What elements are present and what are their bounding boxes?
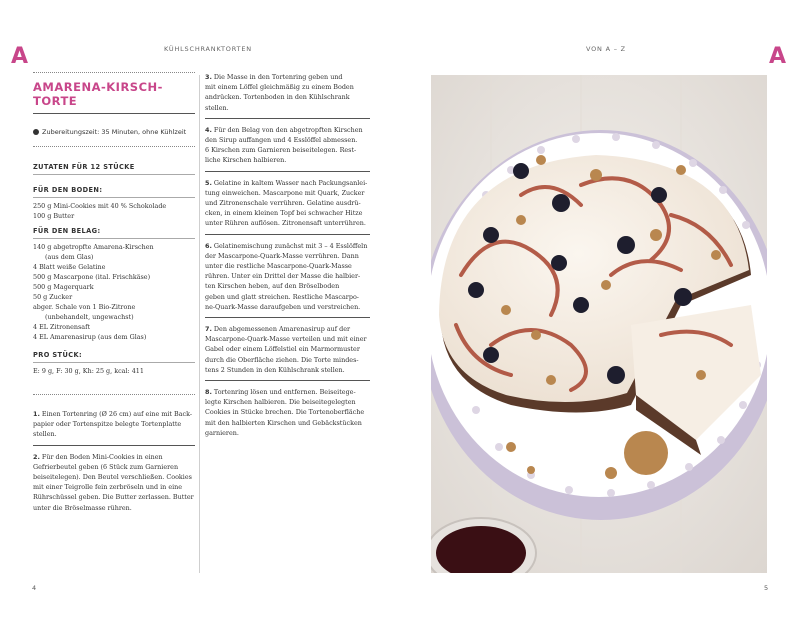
ingredient-item: 4 Blatt weiße Gelatine [33, 263, 106, 271]
topping-heading: FÜR DEN BELAG: [33, 227, 101, 235]
cake-photo [431, 75, 767, 573]
ingredient-item: 4 EL Zitronensaft [33, 323, 91, 331]
step-item [205, 387, 370, 438]
step-text-line: legte Kirschen halbieren. Die beiseitegelegten [205, 398, 356, 407]
ingredient-item: (unbehandelt, ungewachst) [45, 313, 134, 321]
step-text-line: stellen. [33, 430, 57, 439]
step-text-line: der Mascarpone-Quark-Masse verrühren. Dann [205, 251, 359, 260]
step-text-line: ten Kirschen heben, auf den Bröselboden [205, 282, 340, 291]
ingredient-item: 500 g Mascarpone (ital. Frischkäse) [33, 273, 151, 281]
section-letter-right: A [769, 44, 787, 69]
step-text-line: 6 Kirschen zum Garnieren beiseitelegen. Rest- [205, 146, 357, 155]
step-text-line: mit einem Löffel gleichmäßig zu einem Boden [205, 83, 354, 92]
title-rule [33, 113, 195, 114]
ingredients-column [33, 72, 195, 513]
step-text-line: Gelatinemischung zunächst mit 3 – 4 Esslöffeln [213, 241, 368, 250]
step-number: 5. [205, 178, 212, 187]
steps-column [205, 72, 370, 438]
step-text-line: Gelatine in kaltem Wasser nach Packungsanlei- [213, 178, 368, 187]
servings-rule [33, 174, 195, 175]
ingredient-item: 250 g Mini-Cookies mit 40 % Schokolade [33, 202, 167, 210]
step-text-line: papier oder Tortenspitze belegte Tortenplatte [33, 420, 182, 429]
running-head-right: VON A – Z [586, 45, 626, 53]
servings-heading: ZUTATEN FÜR 12 STÜCKE [33, 163, 135, 171]
ingredient-item: 140 g abgetropfte Amarena-Kirschen [33, 243, 154, 251]
step-text-line: den Sirup auffangen und 4 Esslöffel abmessen. [205, 136, 358, 145]
step-text-line: garnieren. [205, 428, 239, 437]
steps-list-right [205, 72, 370, 438]
nutrition-rule [33, 362, 195, 363]
ingredient-item: 100 g Butter [33, 212, 75, 220]
step-text-line: mit den halbierten Kirschen und Gebäckstücken [205, 418, 362, 427]
step-number: 8. [205, 388, 212, 397]
step-rule [205, 171, 370, 172]
step-number: 4. [205, 125, 212, 134]
step-item [33, 409, 195, 440]
step-item [205, 324, 370, 375]
step-number: 3. [205, 73, 212, 81]
ingredient-item: (aus dem Glas) [45, 253, 94, 261]
step-rule [33, 445, 195, 446]
topping-rule [33, 238, 195, 239]
nutrition-values: E: 9 g, F: 30 g, Kh: 25 g, kcal: 411 [33, 367, 144, 375]
ingredient-item: 500 g Magerquark [33, 283, 94, 291]
step-text-line: unter die restliche Mascarpone-Quark-Masse [205, 262, 352, 271]
dotted-rule-steps [33, 394, 195, 395]
ingredient-item: 4 EL Amarenasirup (aus dem Glas) [33, 333, 147, 341]
step-text-line: tens 2 Stunden in den Kühlschrank stellen. [205, 365, 345, 374]
step-text-line: geben und glatt streichen. Restliche Mascarpo- [205, 292, 359, 301]
step-text-line: Rührschüssel geben. Die Butter zerlassen. Butter [33, 493, 194, 502]
step-text-line: durch die Oberfläche ziehen. Die Torte mindes- [205, 355, 359, 364]
step-text-line: ne-Quark-Masse daraufgeben und verstreichen. [205, 302, 361, 311]
step-item [205, 178, 370, 229]
prep-time [33, 128, 195, 136]
step-text-line: Für den Boden Mini-Cookies in einen [41, 452, 163, 461]
recipe-title: AMARENA-KIRSCH-TORTE [33, 80, 163, 108]
step-number: 6. [205, 241, 212, 250]
base-heading: FÜR DEN BODEN: [33, 186, 103, 194]
ingredient-item: abger. Schale von 1 Bio-Zitrone [33, 303, 136, 311]
nutrition-heading: PRO STÜCK: [33, 351, 82, 359]
clock-icon [33, 129, 39, 135]
step-text-line: beiseitelegen). Den Beutel verschließen. Cookies [33, 473, 192, 482]
step-text-line: liche Kirschen halbieren. [205, 156, 287, 165]
step-text-line: Die Masse in den Tortenring geben und [213, 73, 343, 81]
step-number: 1. [33, 410, 40, 418]
step-text-line: Für den Belag von den abgetropften Kirschen [213, 125, 363, 134]
step-number: 2. [33, 452, 40, 461]
column-divider [199, 75, 200, 573]
page-number-right: 5 [764, 584, 769, 592]
step-number: 7. [205, 325, 212, 334]
step-text-line: Mascarpone-Quark-Masse verteilen und mit einer [205, 335, 367, 344]
dotted-rule-top [33, 72, 195, 73]
step-rule [205, 118, 370, 119]
step-text-line: Einen Tortenring (Ø 26 cm) auf eine mit Back- [41, 410, 193, 418]
base-ingredient-list [33, 201, 195, 221]
section-letter-left: A [11, 44, 29, 69]
step-text-line: Cookies in Stücke brechen. Die Tortenoberfläche [205, 408, 365, 417]
cake-illustration [431, 75, 767, 573]
step-text-line: Gabel oder einem Löffelstiel ein Marmormuster [205, 345, 360, 354]
step-text-line: cken, in einem kleinen Topf bei schwacher Hitze [205, 209, 363, 218]
page-number-left: 4 [32, 584, 37, 592]
step-text-line: und Zitronenschale verrühren. Gelatine ausdrü- [205, 199, 361, 208]
step-text-line: Gefrierbeutel geben (6 Stück zum Garnieren [33, 462, 179, 471]
step-text-line: unter Rühren auflösen. Zitronensaft unterrühren. [205, 219, 366, 228]
step-rule [205, 317, 370, 318]
step-rule [205, 234, 370, 235]
topping-ingredient-list [33, 242, 195, 342]
base-rule [33, 197, 195, 198]
step-rule [205, 380, 370, 381]
step-item [205, 241, 370, 312]
step-text-line: andrücken. Tortenboden in den Kühlschrank [205, 93, 350, 102]
step-item [33, 452, 195, 513]
ingredient-item: 50 g Zucker [33, 293, 73, 301]
step-text-line: stellen. [205, 103, 229, 112]
step-text-line: Tortenring lösen und entfernen. Beiseitege- [213, 388, 356, 397]
step-text-line: tung einweichen. Mascarpone mit Quark, Zucker [205, 188, 365, 197]
step-text-line: Den abgemessenen Amarenasirup auf der [213, 325, 351, 334]
running-head-left: KÜHLSCHRANKTORTEN [164, 45, 252, 53]
step-text-line: mit einer Teigrolle fein zerbröseln und in eine [33, 483, 183, 492]
dotted-rule-prep [33, 146, 195, 147]
step-text-line: rühren. Unter ein Drittel der Masse die halbier- [205, 272, 361, 281]
step-item [205, 72, 370, 113]
prep-time-text: Zubereitungszeit: 35 Minuten, ohne Kühlzeit [42, 128, 187, 136]
step-item [205, 125, 370, 166]
step-text-line: unter die Bröselmasse rühren. [33, 503, 132, 512]
steps-list-left [33, 409, 195, 513]
